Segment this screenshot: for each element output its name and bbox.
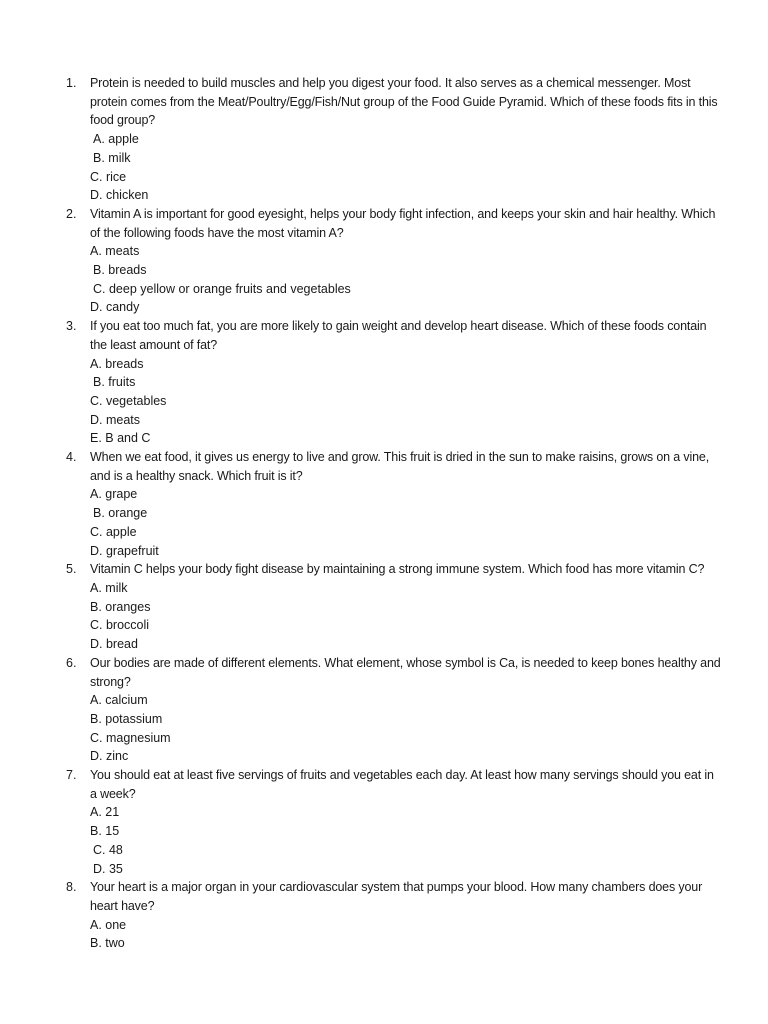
question-6 — [66, 654, 722, 766]
question-number: 5. — [66, 562, 77, 577]
question-7 — [66, 766, 722, 878]
answer-option: A. meats — [90, 244, 140, 259]
question-number: 6. — [66, 655, 77, 670]
answer-option: D. meats — [90, 412, 141, 427]
answer-option: A. one — [90, 917, 127, 932]
question-text: Vitamin A is important for good eyesight, helps your body fight infection, and keeps your skin and hair healthy. Which of the following foods have the most vitamin A? — [90, 206, 716, 240]
question-5 — [66, 560, 722, 654]
answer-option: C. broccoli — [90, 618, 150, 633]
answer-options — [90, 355, 722, 449]
answer-option: C. vegetables — [90, 393, 167, 408]
answer-option: C. 48 — [93, 842, 123, 857]
answer-option: C. rice — [90, 169, 127, 184]
answer-options — [90, 130, 722, 205]
answer-option: A. 21 — [90, 805, 120, 820]
question-text: When we eat food, it gives us energy to live and grow. This fruit is dried in the sun to make raisins, grows on a vine, and is a healthy snack. Which fruit is it? — [90, 450, 710, 483]
answer-option: B. potassium — [90, 711, 163, 726]
question-4 — [66, 448, 722, 560]
answer-options — [90, 691, 722, 766]
question-1 — [66, 74, 722, 205]
question-text: Your heart is a major organ in your cardiovascular system that pumps your blood. How many chambers does your heart have? — [90, 880, 703, 913]
question-number: 1. — [66, 76, 77, 90]
answer-option: D. grapefruit — [90, 543, 159, 558]
question-text: Vitamin C helps your body fight disease by maintaining a strong immune system. Which food has more vitamin C? — [90, 562, 705, 577]
answer-option: B. milk — [93, 150, 131, 165]
question-3 — [66, 317, 722, 448]
answer-option: A. milk — [90, 580, 128, 595]
answer-option: C. apple — [90, 524, 137, 539]
answer-option: D. chicken — [90, 188, 149, 203]
answer-option: B. fruits — [93, 375, 136, 390]
answer-option: B. orange — [93, 506, 148, 521]
question-number: 2. — [66, 206, 77, 221]
answer-option: B. breads — [93, 263, 147, 278]
answer-option: A. grape — [90, 487, 138, 502]
answer-option: C. deep yellow or orange fruits and vegetables — [93, 281, 351, 296]
question-text: Our bodies are made of different elements. What element, whose symbol is Ca, is needed to keep bones healthy and strong? — [90, 655, 721, 689]
question-2 — [66, 205, 722, 317]
answer-options — [90, 485, 722, 560]
question-text: Protein is needed to build muscles and help you digest your food. It also serves as a chemical messenger. Most protein comes from the Meat/Poultry/Egg/Fish/Nut group of the Food Guide Pyramid. Which of these foods fits in this food group? — [90, 76, 718, 128]
answer-option: C. magnesium — [90, 730, 171, 745]
answer-option: E. B and C — [90, 431, 151, 446]
question-number: 8. — [66, 880, 77, 895]
answer-option: A. apple — [93, 132, 139, 147]
answer-option: B. two — [90, 936, 125, 951]
answer-option: D. zinc — [90, 749, 129, 764]
question-text: If you eat too much fat, you are more likely to gain weight and develop heart disease. Which of these foods contain the least amount of fat? — [90, 319, 707, 352]
answer-options — [90, 803, 722, 878]
question-number: 3. — [66, 319, 77, 334]
question-text: You should eat at least five servings of fruits and vegetables each day. At least how many servings should you eat in a week? — [90, 768, 714, 801]
answer-options — [90, 916, 722, 953]
answer-options — [90, 579, 722, 654]
answer-options — [90, 242, 722, 317]
answer-option: D. 35 — [93, 861, 123, 876]
question-number: 7. — [66, 768, 77, 783]
answer-option: A. breads — [90, 356, 144, 371]
question-8 — [66, 878, 722, 953]
answer-option: D. candy — [90, 300, 140, 315]
answer-option: B. 15 — [90, 824, 120, 839]
answer-option: A. calcium — [90, 693, 148, 708]
question-number: 4. — [66, 450, 77, 465]
answer-option: D. bread — [90, 637, 138, 652]
answer-option: B. oranges — [90, 599, 151, 614]
